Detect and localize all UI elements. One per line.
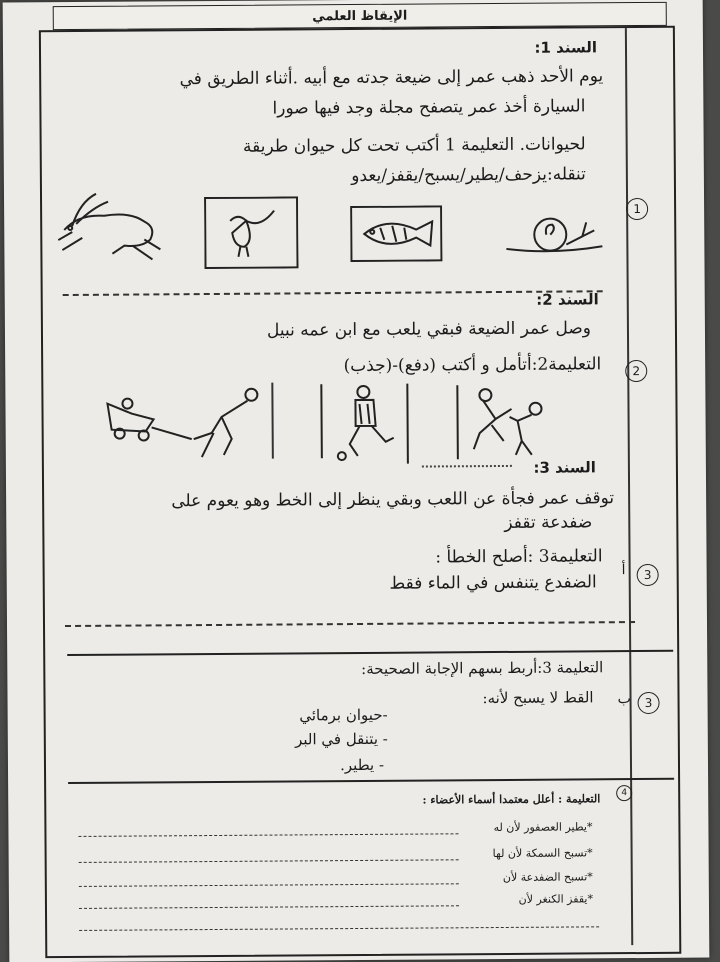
mark-circle-3b: 3 bbox=[637, 692, 659, 714]
mark-circle-4: 4 bbox=[616, 785, 632, 801]
rabbit-image bbox=[52, 187, 169, 266]
section5-line-3: *تسبح الضفدعة لأن bbox=[502, 870, 593, 884]
section3-label: السند 3: bbox=[533, 458, 596, 477]
section3-sentence: الضفدع يتنفس في الماء فقط bbox=[389, 572, 597, 594]
pulling-cart-image bbox=[101, 383, 268, 464]
section4-instruction: التعليمة 3:أربط بسهم الإجابة الصحيحة: bbox=[361, 658, 604, 678]
section3-line-2: ضفدعة تقفز bbox=[504, 512, 593, 533]
section3-line-1: توقف عمر فجأة عن اللعب وبقي ينظر إلى الخط وهو يعوم على bbox=[171, 488, 615, 512]
section4-question: القط لا يسبح لأنه: bbox=[482, 688, 594, 708]
section4-option-3: - يطير. bbox=[340, 755, 385, 775]
section1-line-3: لحيوانات. التعليمة 1 أكتب تحت كل حيوان طريقة bbox=[242, 134, 586, 157]
mark-circle-2: 2 bbox=[625, 360, 647, 382]
mark-suffix-b: ب bbox=[617, 691, 631, 708]
section5-instruction: التعليمة : أعلل معتمدا أسماء الأعضاء : bbox=[422, 792, 601, 807]
section4-option-2: - يتنقل في البر bbox=[294, 729, 388, 749]
worksheet bbox=[3, 0, 710, 962]
snail-image bbox=[502, 206, 606, 259]
section3-instruction: التعليمة3 :أصلح الخطأ : bbox=[435, 546, 603, 568]
section5-line-1: *يطير العصفور لأن له bbox=[493, 820, 593, 835]
bird-image bbox=[204, 196, 299, 269]
section1-line-1: يوم الأحد ذهب عمر إلى ضيعة جدته مع أبيه .أثناء الطريق في bbox=[179, 66, 604, 90]
kicking-ball-image bbox=[319, 380, 410, 469]
mark-circle-1: 1 bbox=[626, 198, 648, 220]
section2-label: السند 2: bbox=[536, 290, 599, 309]
mark-circle-3a: 3 bbox=[637, 564, 659, 586]
section1-line-4: تنقله:يزحف/يطير/يسبح/يقفز/يعدو bbox=[351, 164, 586, 187]
section1-label: السند 1: bbox=[534, 38, 598, 57]
section5-line-4: *يقفز الكنغر لأن bbox=[518, 892, 593, 906]
fish-image bbox=[350, 205, 442, 262]
section4-option-1: -حيوان برمائي bbox=[299, 705, 388, 725]
pushing-children-image bbox=[455, 379, 552, 464]
section1-line-2: السيارة أخذ عمر يتصفح مجلة وجد فيها صورا bbox=[272, 96, 586, 119]
section2-text: وصل عمر الضيعة فبقي يلعب مع ابن عمه نبيل bbox=[266, 318, 592, 341]
section2-instruction: التعليمة2:أتأمل و أكتب (دفع)-(جذب) bbox=[343, 354, 602, 377]
page-title: الإيقاظ العلمي bbox=[312, 8, 408, 24]
section5-line-2: *تسبح السمكة لأن لها bbox=[492, 846, 593, 861]
mark-suffix-a: أ bbox=[621, 562, 626, 579]
